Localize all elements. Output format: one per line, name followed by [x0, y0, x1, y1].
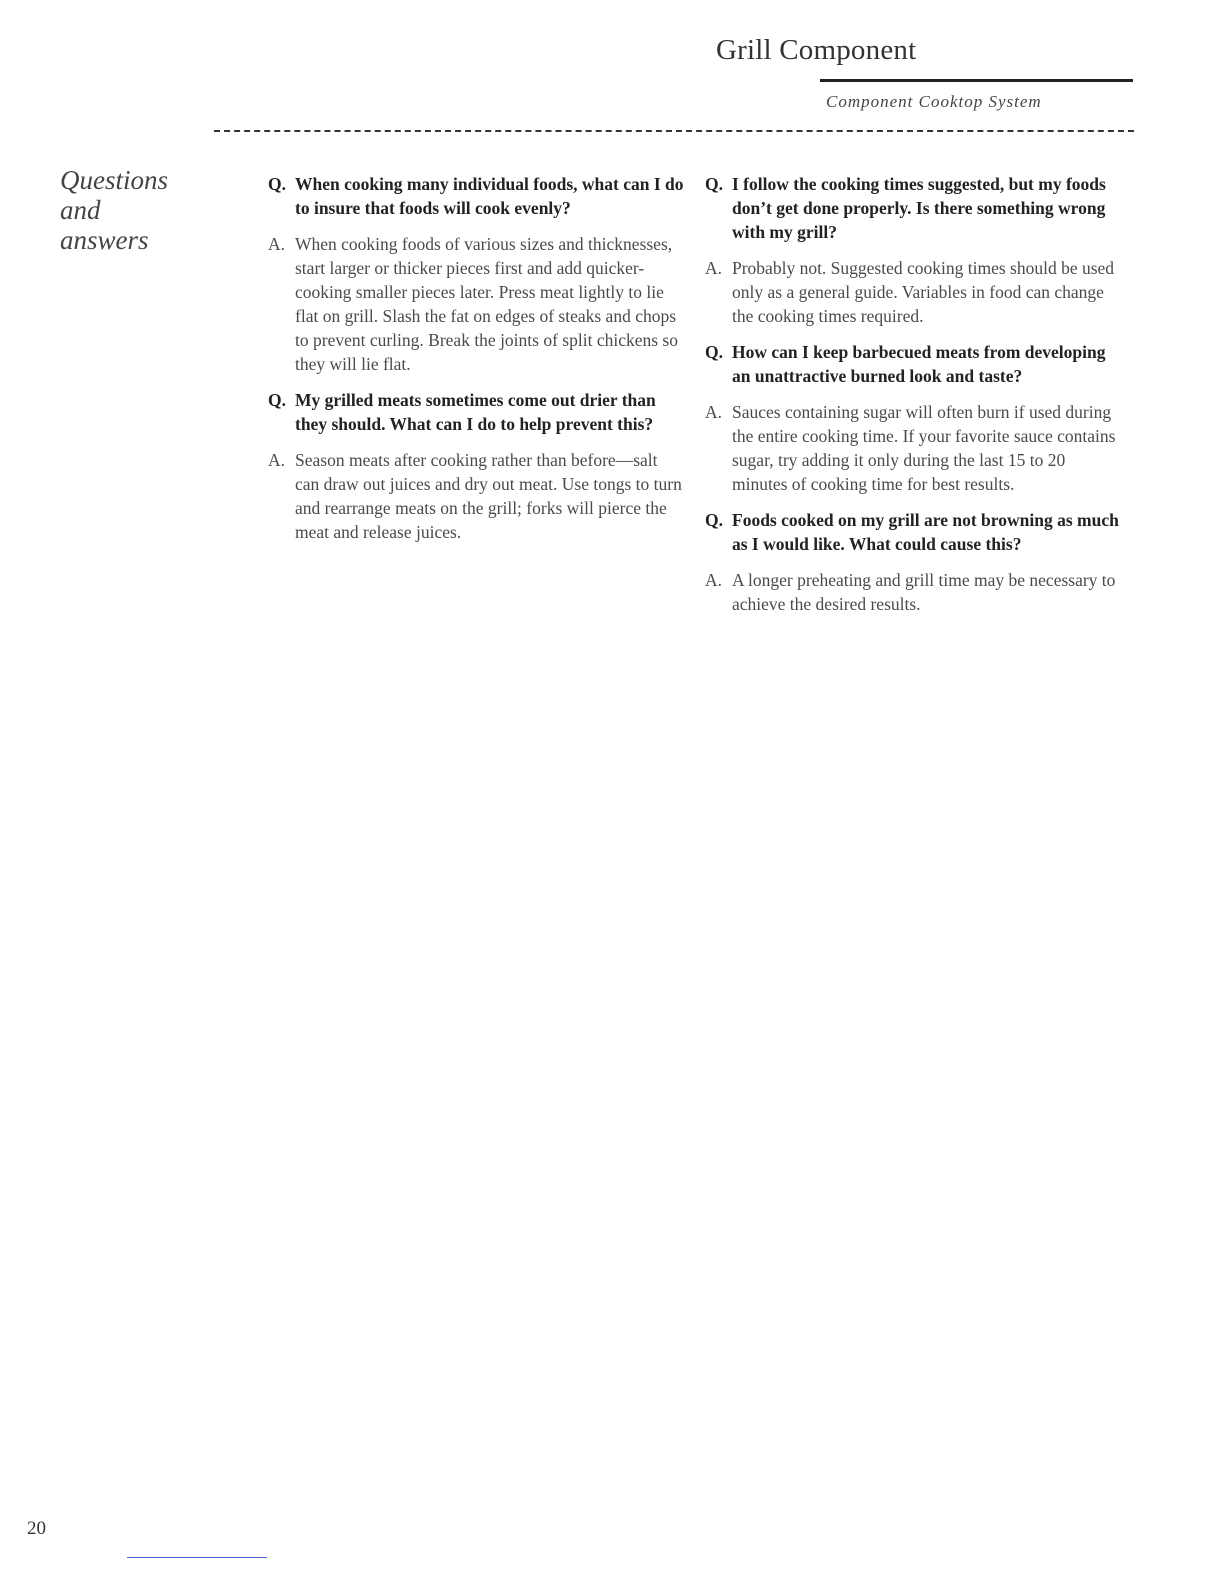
question-text: How can I keep barbecued meats from developing an unattractive burned look and taste? — [732, 342, 1106, 386]
question-marker: Q. — [268, 390, 286, 410]
question — [705, 172, 1123, 244]
answer-text: Sauces containing sugar will often burn if used during the entire cooking time. If your favorite sauce contains sugar, try adding it only during the last 15 to 20 minutes of cooking time for best results. — [732, 402, 1116, 494]
section-heading-line: and — [60, 195, 101, 225]
qa-column-left — [268, 172, 686, 556]
answer — [705, 256, 1123, 328]
header-rule — [820, 79, 1133, 82]
answer — [268, 448, 686, 544]
question — [268, 388, 686, 436]
section-heading-line: answers — [60, 225, 149, 255]
footer-rule — [127, 1557, 267, 1558]
question-text: When cooking many individual foods, what can I do to insure that foods will cook evenly? — [295, 174, 684, 218]
question-text: I follow the cooking times suggested, but my foods don’t get done properly. Is there something wrong with my grill? — [732, 174, 1106, 242]
section-heading-line: Questions — [60, 165, 168, 195]
answer-marker: A. — [705, 258, 723, 278]
answer-text: Probably not. Suggested cooking times should be used only as a general guide. Variables in food can change the cooking times required. — [732, 258, 1115, 326]
answer-marker: A. — [268, 450, 286, 470]
qa-item — [705, 508, 1123, 616]
qa-item — [268, 172, 686, 376]
question-marker: Q. — [705, 342, 723, 362]
answer — [268, 232, 686, 376]
answer-marker: A. — [705, 570, 723, 590]
qa-item — [705, 340, 1123, 496]
question-marker: Q. — [705, 510, 723, 530]
header-divider — [214, 130, 1134, 132]
answer-marker: A. — [705, 402, 723, 422]
answer — [705, 400, 1123, 496]
question-text: Foods cooked on my grill are not browning as much as I would like. What could cause this? — [732, 510, 1119, 554]
section-heading — [60, 165, 168, 255]
question-marker: Q. — [705, 174, 723, 194]
answer-text: Season meats after cooking rather than before—salt can draw out juices and dry out meat. Use tongs to turn and rearrange meats on the grill; forks will pierce the meat and release juices. — [295, 450, 682, 542]
answer-marker: A. — [268, 234, 286, 254]
page-number: 20 — [27, 1518, 46, 1539]
qa-item — [705, 172, 1123, 328]
answer-text: When cooking foods of various sizes and thicknesses, start larger or thicker pieces first and add quicker-cooking smaller pieces later. Press meat lightly to lie flat on grill. Slash the fat on edges of steaks and chops to prevent curling. Break the joints of split chickens so they will lie flat. — [295, 234, 678, 374]
question — [705, 508, 1123, 556]
answer — [705, 568, 1123, 616]
question — [705, 340, 1123, 388]
qa-item — [268, 388, 686, 544]
page-subtitle: Component Cooktop System — [826, 92, 1042, 111]
question-marker: Q. — [268, 174, 286, 194]
question-text: My grilled meats sometimes come out drier than they should. What can I do to help prevent this? — [295, 390, 656, 434]
question — [268, 172, 686, 220]
qa-column-right — [705, 172, 1123, 628]
page-title: Grill Component — [716, 34, 917, 66]
answer-text: A longer preheating and grill time may be necessary to achieve the desired results. — [732, 570, 1116, 614]
